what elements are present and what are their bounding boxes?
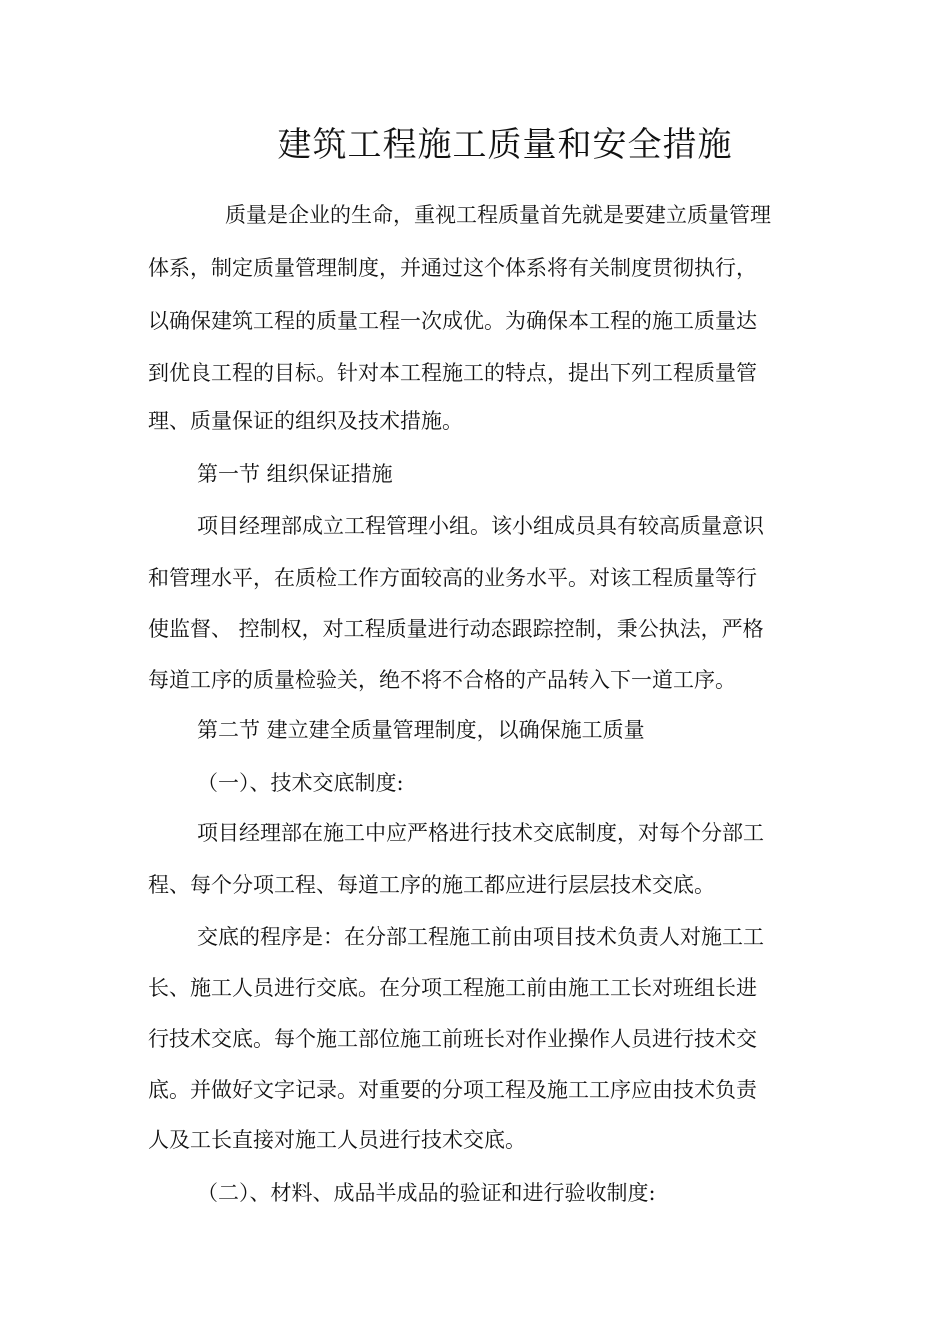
paragraph-line: 人及工长直接对施工人员进行技术交底。 — [148, 1128, 526, 1152]
paragraph-line: 项目经理部成立工程管理小组。该小组成员具有较高质量意识 — [197, 514, 764, 538]
paragraph-line: 体系，制定质量管理制度，并通过这个体系将有关制度贯彻执行， — [148, 256, 757, 280]
paragraph-line: 底。并做好文字记录。对重要的分项工程及施工工序应由技术负责 — [148, 1078, 757, 1102]
paragraph-line: 以确保建筑工程的质量工程一次成优。为确保本工程的施工质量达 — [148, 309, 757, 333]
paragraph-line: 和管理水平，在质检工作方面较高的业务水平。对该工程质量等行 — [148, 566, 757, 590]
paragraph-line: 项目经理部在施工中应严格进行技术交底制度，对每个分部工 — [197, 821, 764, 845]
paragraph-line: 长、施工人员进行交底。在分项工程施工前由施工工长对班组长进 — [148, 976, 757, 1000]
section-heading: 第二节 建立建全质量管理制度，以确保施工质量 — [197, 718, 645, 742]
paragraph-line: 使监督、 控制权，对工程质量进行动态跟踪控制，秉公执法，严格 — [148, 617, 764, 641]
paragraph-line: 到优良工程的目标。针对本工程施工的特点，提出下列工程质量管 — [148, 361, 757, 385]
subsection-heading: （一）、技术交底制度: — [197, 771, 404, 795]
paragraph-line: 质量是企业的生命，重视工程质量首先就是要建立质量管理 — [225, 203, 771, 227]
paragraph-line: 理、质量保证的组织及技术措施。 — [148, 409, 463, 433]
paragraph-line: 程、每个分项工程、每道工序的施工都应进行层层技术交底。 — [148, 873, 715, 897]
paragraph-line: 交底的程序是：在分部工程施工前由项目技术负责人对施工工 — [197, 925, 764, 949]
subsection-heading: （二）、材料、成品半成品的验证和进行验收制度: — [197, 1181, 656, 1205]
document-title: 建筑工程施工质量和安全措施 — [277, 125, 733, 165]
section-heading: 第一节 组织保证措施 — [197, 462, 393, 486]
paragraph-line: 每道工序的质量检验关，绝不将不合格的产品转入下一道工序。 — [148, 668, 736, 692]
paragraph-line: 行技术交底。每个施工部位施工前班长对作业操作人员进行技术交 — [148, 1027, 757, 1051]
